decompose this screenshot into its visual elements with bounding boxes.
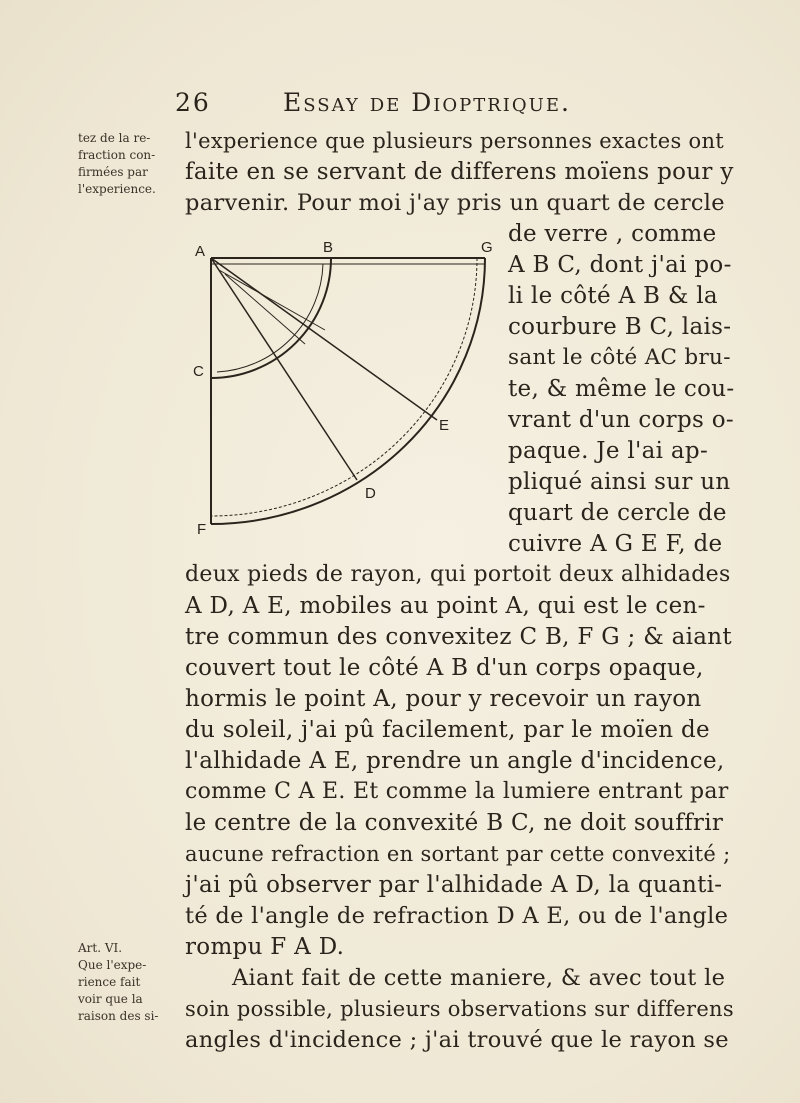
- margin-note-line: tez de la re-: [78, 131, 151, 145]
- margin-note-line: fraction con-: [78, 148, 156, 162]
- text-line: l'experience que plusieurs personnes exactes ont: [185, 129, 725, 153]
- text-line: cuivre A G E F, de: [508, 531, 723, 557]
- margin-note-line: Art. VI.: [78, 941, 123, 955]
- alhidade-ae: [211, 258, 437, 420]
- text-line: A B C, dont j'ai po-: [508, 252, 732, 278]
- text-line: li le côté A B & la: [508, 283, 718, 309]
- text-line: quart de cercle de: [508, 500, 727, 526]
- margin-note-line: firmées par: [78, 165, 148, 179]
- figure-label-g: G: [481, 239, 493, 256]
- text-line: deux pieds de rayon, qui portoit deux alhidades: [185, 562, 731, 587]
- margin-note-line: raison des si-: [78, 1009, 159, 1023]
- text-line: vrant d'un corps o-: [508, 407, 734, 433]
- text-line: de verre , comme: [508, 221, 717, 247]
- figure-label-e: E: [439, 417, 450, 434]
- text-line: A D, A E, mobiles au point A, qui est le cen-: [185, 593, 706, 619]
- figure-label-b: B: [323, 239, 334, 256]
- text-line: hormis le point A, pour y recevoir un rayon: [185, 686, 702, 712]
- text-line: soin possible, plusieurs observations sur differens: [185, 997, 734, 1021]
- text-line: tre commun des convexitez C B, F G ; & aiant: [185, 624, 732, 650]
- margin-note-line: voir que la: [78, 992, 143, 1006]
- margin-note-line: l'experience.: [78, 182, 156, 196]
- text-line: courbure B C, lais-: [508, 314, 732, 340]
- figure-label-a: A: [195, 243, 206, 260]
- text-line: te, & même le cou-: [508, 376, 735, 402]
- text-line: angles d'incidence ; j'ai trouvé que le rayon se: [185, 1027, 729, 1053]
- text-line: parvenir. Pour moi j'ay pris un quart de cercle: [185, 190, 725, 216]
- figure-line-inner-a: [219, 270, 325, 330]
- figure-label-c: C: [193, 363, 204, 380]
- figure-label-f: F: [197, 521, 207, 534]
- quarter-circle-figure: [185, 234, 505, 534]
- margin-note-line: rience fait: [78, 975, 141, 989]
- text-line: Aiant fait de cette maniere, & avec tout le: [232, 965, 726, 991]
- text-line: l'alhidade A E, prendre un angle d'incidence,: [185, 748, 725, 774]
- text-line: comme C A E. Et comme la lumiere entrant par: [185, 779, 729, 804]
- glass-arc-bc-inner: [217, 264, 323, 372]
- text-line: paque. Je l'ai ap-: [508, 438, 709, 464]
- figure-line-inner-b: [225, 274, 305, 344]
- margin-note-line: Que l'expe-: [78, 958, 147, 972]
- text-line: couvert tout le côté A B d'un corps opaque,: [185, 655, 704, 681]
- margin-note-article-vi: [78, 940, 176, 1025]
- page-number: 26: [175, 88, 211, 117]
- text-line: j'ai pû observer par l'alhidade A D, la quanti-: [185, 872, 723, 898]
- text-line: aucune refraction en sortant par cette convexité ;: [185, 842, 731, 866]
- text-line: du soleil, j'ai pû facilement, par le moïen de: [185, 717, 710, 743]
- running-title: Essay de Dioptrique.: [283, 88, 571, 117]
- alhidade-ad: [211, 258, 357, 480]
- text-line: té de l'angle de refraction D A E, ou de l'angle: [185, 903, 729, 929]
- margin-note-refraction: [78, 130, 176, 198]
- text-line: pliqué ainsi sur un: [508, 469, 731, 495]
- running-header: [175, 88, 635, 122]
- figure-label-d: D: [365, 485, 376, 502]
- text-line: sant le côté AC bru-: [508, 345, 731, 370]
- text-line: le centre de la convexité B C, ne doit souffrir: [185, 810, 724, 836]
- text-line: faite en se servant de differens moïens pour y: [185, 159, 734, 185]
- text-line: rompu F A D.: [185, 934, 345, 960]
